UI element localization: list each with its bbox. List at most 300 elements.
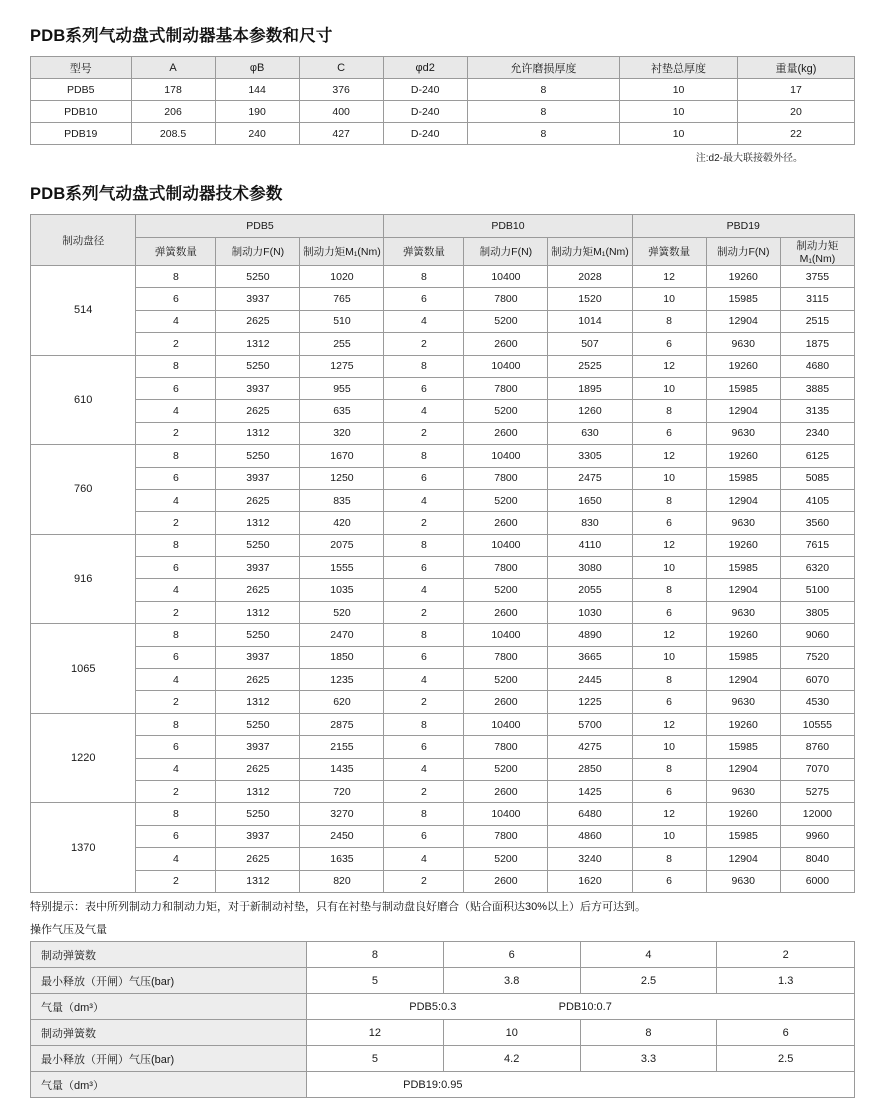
column-header: 弹簧数量 <box>632 238 706 266</box>
table-cell: 7615 <box>780 534 854 556</box>
air-volume-cell <box>307 994 855 1020</box>
pressure-section-title: 操作气压及气量 <box>30 924 107 937</box>
table-cell: 6320 <box>780 557 854 579</box>
table-cell: 1850 <box>300 646 384 668</box>
table-cell: 2075 <box>300 534 384 556</box>
table-cell: 6000 <box>780 870 854 892</box>
table-cell: 2625 <box>216 848 300 870</box>
table-cell: 6 <box>384 736 464 758</box>
table-cell: 10 <box>620 101 738 123</box>
table-cell: 12 <box>632 534 706 556</box>
table-cell: 427 <box>299 123 383 145</box>
table-cell: 8 <box>307 942 444 968</box>
table-cell: 6 <box>632 870 706 892</box>
table-cell: 1250 <box>300 467 384 489</box>
table-cell: 9630 <box>706 870 780 892</box>
table-cell: 10555 <box>780 713 854 735</box>
table-cell: 4 <box>136 579 216 601</box>
table-cell: 1020 <box>300 266 384 288</box>
table-cell: 2875 <box>300 713 384 735</box>
table-cell: 12 <box>632 624 706 646</box>
table-row <box>31 512 855 534</box>
technical-parameters-body <box>31 266 855 893</box>
table-cell: 4.2 <box>443 1046 580 1072</box>
table-cell: 5200 <box>464 489 548 511</box>
table-cell: 2 <box>136 870 216 892</box>
column-header: 型号 <box>31 57 132 79</box>
table-cell: 5700 <box>548 713 632 735</box>
table-cell: 1312 <box>216 870 300 892</box>
column-header: φd2 <box>383 57 467 79</box>
table-cell: 1312 <box>216 512 300 534</box>
table-cell: 6 <box>384 288 464 310</box>
table-cell: 10 <box>632 736 706 758</box>
table-cell: 144 <box>215 79 299 101</box>
table-cell: 2 <box>384 512 464 534</box>
table-cell: 3665 <box>548 646 632 668</box>
table-row <box>31 266 855 288</box>
table-cell: 1895 <box>548 377 632 399</box>
table-row <box>31 646 855 668</box>
table-cell: 2 <box>717 942 855 968</box>
table-cell: 1014 <box>548 310 632 332</box>
table-cell: 6 <box>632 422 706 444</box>
table-cell: 765 <box>300 288 384 310</box>
table-cell: D-240 <box>383 79 467 101</box>
table-footnote: 注:d2-最大联接毂外径。 <box>695 153 803 164</box>
table-cell: 2445 <box>548 669 632 691</box>
table-cell: 12 <box>632 355 706 377</box>
table-cell: 5250 <box>216 445 300 467</box>
basic-parameters-table <box>30 56 855 145</box>
table-cell: 5100 <box>780 579 854 601</box>
column-header: 弹簧数量 <box>136 238 216 266</box>
table-cell: 9060 <box>780 624 854 646</box>
table-cell: 4 <box>384 310 464 332</box>
table-row <box>31 624 855 646</box>
disc-diameter-cell: 1220 <box>31 713 136 803</box>
table-cell: 2055 <box>548 579 632 601</box>
table-cell: 5200 <box>464 579 548 601</box>
row-label: 气量（dm³） <box>31 994 307 1020</box>
table-cell: 5200 <box>464 758 548 780</box>
table-cell: 2600 <box>464 512 548 534</box>
table-group-header-row <box>31 215 855 238</box>
table-cell: 8 <box>384 534 464 556</box>
table-row <box>31 557 855 579</box>
table-cell: 6480 <box>548 803 632 825</box>
table-cell: 5200 <box>464 669 548 691</box>
disc-diameter-cell: 760 <box>31 445 136 535</box>
table-cell: 9630 <box>706 780 780 802</box>
air-volume-value-2 <box>559 1079 854 1091</box>
table-cell: 7800 <box>464 467 548 489</box>
table-cell: 3240 <box>548 848 632 870</box>
table-cell: 1670 <box>300 445 384 467</box>
table-cell: 12 <box>632 266 706 288</box>
table-cell: 4530 <box>780 691 854 713</box>
table-cell: 6 <box>632 601 706 623</box>
table-cell: 8 <box>467 79 619 101</box>
table-cell: 510 <box>300 310 384 332</box>
table-cell: 19260 <box>706 534 780 556</box>
table-cell: 9630 <box>706 512 780 534</box>
table-cell: 6 <box>384 825 464 847</box>
table-cell: 10400 <box>464 355 548 377</box>
table-cell: 6 <box>136 646 216 668</box>
table-cell: 6 <box>717 1020 855 1046</box>
table-cell: 8 <box>632 579 706 601</box>
column-header: 制动力F(N) <box>216 238 300 266</box>
table-cell: 2 <box>384 422 464 444</box>
table-row <box>31 942 855 968</box>
table-cell: 12904 <box>706 400 780 422</box>
table-cell: 10 <box>632 467 706 489</box>
table-cell: 2625 <box>216 489 300 511</box>
table-cell: 3135 <box>780 400 854 422</box>
column-header: 制动力矩M₁(Nm) <box>548 238 632 266</box>
table-cell: 7070 <box>780 758 854 780</box>
table-cell: 6 <box>632 333 706 355</box>
table-cell: 19260 <box>706 445 780 467</box>
table-row <box>31 758 855 780</box>
table-row <box>31 825 855 847</box>
table-cell: 3755 <box>780 266 854 288</box>
table-cell: 2 <box>136 333 216 355</box>
column-header: A <box>131 57 215 79</box>
table-cell: 8040 <box>780 848 854 870</box>
row-label: 最小释放（开闸）气压(bar) <box>31 1046 307 1072</box>
table-cell: 4 <box>384 400 464 422</box>
table-cell: 8 <box>384 803 464 825</box>
table-cell: 10 <box>620 79 738 101</box>
table-subheader-row <box>31 238 855 266</box>
table-cell: 1620 <box>548 870 632 892</box>
table-cell: 5275 <box>780 780 854 802</box>
table-row <box>31 994 855 1020</box>
air-volume-cell <box>307 1072 855 1098</box>
disc-diameter-cell: 514 <box>31 266 136 356</box>
table-cell: 1875 <box>780 333 854 355</box>
table-cell: 3937 <box>216 288 300 310</box>
column-header: 制动力F(N) <box>464 238 548 266</box>
table-row <box>31 310 855 332</box>
table-cell: 2625 <box>216 758 300 780</box>
table-row <box>31 333 855 355</box>
table-cell: 2.5 <box>580 968 717 994</box>
table-cell: 6 <box>136 467 216 489</box>
column-header-diameter: 制动盘径 <box>31 215 136 266</box>
air-pressure-body <box>31 942 855 1098</box>
table-row <box>31 803 855 825</box>
table-cell: 820 <box>300 870 384 892</box>
table-cell: 2340 <box>780 422 854 444</box>
disc-diameter-cell: 916 <box>31 534 136 624</box>
table-cell: 630 <box>548 422 632 444</box>
table-cell: 4 <box>384 489 464 511</box>
table-cell: 19260 <box>706 713 780 735</box>
table-cell: 520 <box>300 601 384 623</box>
table-cell: 8 <box>136 713 216 735</box>
table-cell: 4 <box>136 758 216 780</box>
table-cell: 8 <box>467 123 619 145</box>
air-volume-value-1: PDB19:0.95 <box>403 1078 463 1091</box>
disc-diameter-cell: 610 <box>31 355 136 445</box>
table-cell: 15985 <box>706 646 780 668</box>
table-cell: 8 <box>632 489 706 511</box>
table-cell: 6 <box>632 691 706 713</box>
special-note: 特别提示：表中所列制动力和制动力矩，对于新制动衬垫，只有在衬垫与制动盘良好磨合（贴合面积达30%以上）后方可达到。 <box>30 900 647 913</box>
table-cell: 8 <box>632 400 706 422</box>
table-cell: 4 <box>136 489 216 511</box>
table-cell: 10400 <box>464 713 548 735</box>
table-cell: 7800 <box>464 557 548 579</box>
table-cell: 635 <box>300 400 384 422</box>
table-cell: 19260 <box>706 266 780 288</box>
table-cell: 2155 <box>300 736 384 758</box>
table-cell: 10 <box>632 288 706 310</box>
table-cell: 5250 <box>216 266 300 288</box>
table-row <box>31 101 855 123</box>
table-cell: 12904 <box>706 848 780 870</box>
table-cell: 1225 <box>548 691 632 713</box>
table-cell: PDB10 <box>31 101 132 123</box>
table-cell: 9960 <box>780 825 854 847</box>
table-row <box>31 601 855 623</box>
disc-diameter-cell: 1370 <box>31 803 136 893</box>
table-row <box>31 1046 855 1072</box>
table-row <box>31 377 855 399</box>
table-cell: 8 <box>467 101 619 123</box>
table-cell: 1.3 <box>717 968 855 994</box>
table-cell: 1312 <box>216 422 300 444</box>
table-cell: 19260 <box>706 355 780 377</box>
table-cell: 10 <box>620 123 738 145</box>
table-cell: 2600 <box>464 422 548 444</box>
table-cell: 2 <box>384 601 464 623</box>
table-cell: 3305 <box>548 445 632 467</box>
table-cell: 8 <box>136 624 216 646</box>
table-cell: 6 <box>384 557 464 579</box>
table-cell: 2 <box>136 601 216 623</box>
table-cell: 4110 <box>548 534 632 556</box>
table-cell: 4890 <box>548 624 632 646</box>
table-cell: 20 <box>737 101 854 123</box>
table-row <box>31 579 855 601</box>
table-cell: 6 <box>632 512 706 534</box>
table-cell: 2475 <box>548 467 632 489</box>
table-cell: 720 <box>300 780 384 802</box>
table-cell: 4 <box>136 848 216 870</box>
table-cell: 4860 <box>548 825 632 847</box>
table-cell: 4 <box>384 848 464 870</box>
table-row <box>31 467 855 489</box>
page-title-tech-params: PDB系列气动盘式制动器技术参数 <box>30 185 283 203</box>
table-cell: 8 <box>384 624 464 646</box>
table-cell: 178 <box>131 79 215 101</box>
table-cell: 10400 <box>464 624 548 646</box>
table-cell: 1650 <box>548 489 632 511</box>
group-header-pdb10: PDB10 <box>384 215 632 238</box>
table-cell: 6 <box>632 780 706 802</box>
row-label: 气量（dm³） <box>31 1072 307 1098</box>
table-cell: 15985 <box>706 736 780 758</box>
table-cell: 7800 <box>464 646 548 668</box>
table-cell: 10400 <box>464 445 548 467</box>
table-cell: 8 <box>384 355 464 377</box>
table-cell: 1235 <box>300 669 384 691</box>
table-cell: 2 <box>136 691 216 713</box>
table-row <box>31 288 855 310</box>
table-cell: 420 <box>300 512 384 534</box>
table-cell: 7520 <box>780 646 854 668</box>
table-cell: 12 <box>307 1020 444 1046</box>
table-cell: 5250 <box>216 713 300 735</box>
table-cell: 6 <box>136 825 216 847</box>
table-cell: 4105 <box>780 489 854 511</box>
table-cell: 620 <box>300 691 384 713</box>
table-cell: 6 <box>384 646 464 668</box>
table-cell: 2 <box>136 422 216 444</box>
table-cell: 8 <box>632 758 706 780</box>
table-cell: 8 <box>136 803 216 825</box>
table-cell: 10 <box>632 646 706 668</box>
table-row <box>31 123 855 145</box>
table-cell: 2850 <box>548 758 632 780</box>
row-label: 制动弹簧数 <box>31 942 307 968</box>
table-cell: 15985 <box>706 377 780 399</box>
table-cell: 7800 <box>464 377 548 399</box>
table-cell: 8760 <box>780 736 854 758</box>
table-cell: 6 <box>443 942 580 968</box>
table-cell: 10 <box>632 377 706 399</box>
table-cell: 3937 <box>216 377 300 399</box>
table-cell: 12904 <box>706 310 780 332</box>
table-cell: 7800 <box>464 288 548 310</box>
table-row <box>31 79 855 101</box>
table-cell: 3937 <box>216 467 300 489</box>
table-row <box>31 1020 855 1046</box>
table-cell: 1030 <box>548 601 632 623</box>
table-row <box>31 355 855 377</box>
table-cell: 1312 <box>216 780 300 802</box>
group-header-pdb5: PDB5 <box>136 215 384 238</box>
table-cell: 10 <box>632 557 706 579</box>
table-row <box>31 445 855 467</box>
table-cell: 3805 <box>780 601 854 623</box>
table-cell: 22 <box>737 123 854 145</box>
table-cell: 4 <box>384 758 464 780</box>
table-cell: 1520 <box>548 288 632 310</box>
table-cell: 208.5 <box>131 123 215 145</box>
table-cell: 2 <box>384 870 464 892</box>
column-header: φB <box>215 57 299 79</box>
table-cell: 3.8 <box>443 968 580 994</box>
table-cell: 830 <box>548 512 632 534</box>
table-cell: 190 <box>215 101 299 123</box>
table-cell: 2470 <box>300 624 384 646</box>
table-cell: 6 <box>136 557 216 579</box>
table-row <box>31 534 855 556</box>
table-cell: 835 <box>300 489 384 511</box>
table-cell: 5085 <box>780 467 854 489</box>
table-cell: 2 <box>384 691 464 713</box>
table-cell: 12 <box>632 445 706 467</box>
column-header: 弹簧数量 <box>384 238 464 266</box>
table-cell: 4680 <box>780 355 854 377</box>
table-cell: 1275 <box>300 355 384 377</box>
table-row <box>31 736 855 758</box>
table-cell: 3560 <box>780 512 854 534</box>
table-cell: 1435 <box>300 758 384 780</box>
table-cell: 8 <box>384 445 464 467</box>
table-cell: 255 <box>300 333 384 355</box>
table-cell: 1425 <box>548 780 632 802</box>
table-row <box>31 870 855 892</box>
table-cell: 8 <box>136 266 216 288</box>
table-cell: 2600 <box>464 601 548 623</box>
table-cell: 2028 <box>548 266 632 288</box>
table-cell: 320 <box>300 422 384 444</box>
group-header-pbd19: PBD19 <box>632 215 855 238</box>
table-cell: 2 <box>136 780 216 802</box>
table-cell: 5200 <box>464 848 548 870</box>
table-row <box>31 400 855 422</box>
table-cell: 17 <box>737 79 854 101</box>
table-cell: 12 <box>632 713 706 735</box>
table-cell: 2450 <box>300 825 384 847</box>
table-cell: 8 <box>384 266 464 288</box>
table-cell: 1035 <box>300 579 384 601</box>
table-cell: 7800 <box>464 825 548 847</box>
table-cell: 3.3 <box>580 1046 717 1072</box>
table-cell: 3115 <box>780 288 854 310</box>
table-row <box>31 1072 855 1098</box>
table-cell: 10400 <box>464 534 548 556</box>
table-cell: 4 <box>136 669 216 691</box>
table-cell: 8 <box>580 1020 717 1046</box>
table-cell: 2625 <box>216 579 300 601</box>
table-cell: 2600 <box>464 870 548 892</box>
table-cell: 15985 <box>706 825 780 847</box>
table-cell: 8 <box>136 445 216 467</box>
column-header: 衬垫总厚度 <box>620 57 738 79</box>
table-cell: 8 <box>632 310 706 332</box>
table-cell: 376 <box>299 79 383 101</box>
table-cell: 15985 <box>706 288 780 310</box>
table-cell: PDB5 <box>31 79 132 101</box>
column-header: 制动力矩M₁(Nm) <box>780 238 854 266</box>
table-cell: 6070 <box>780 669 854 691</box>
table-cell: 8 <box>632 669 706 691</box>
table-cell: PDB19 <box>31 123 132 145</box>
table-cell: 3270 <box>300 803 384 825</box>
row-label: 最小释放（开闸）气压(bar) <box>31 968 307 994</box>
table-cell: 400 <box>299 101 383 123</box>
table-cell: 4 <box>136 400 216 422</box>
table-row <box>31 691 855 713</box>
table-cell: 5250 <box>216 624 300 646</box>
row-label: 制动弹簧数 <box>31 1020 307 1046</box>
table-cell: 5 <box>307 968 444 994</box>
table-cell: 2515 <box>780 310 854 332</box>
table-cell: 7800 <box>464 736 548 758</box>
table-cell: 12 <box>632 803 706 825</box>
table-cell: 10 <box>443 1020 580 1046</box>
table-row <box>31 848 855 870</box>
table-cell: 1312 <box>216 333 300 355</box>
table-cell: 15985 <box>706 467 780 489</box>
